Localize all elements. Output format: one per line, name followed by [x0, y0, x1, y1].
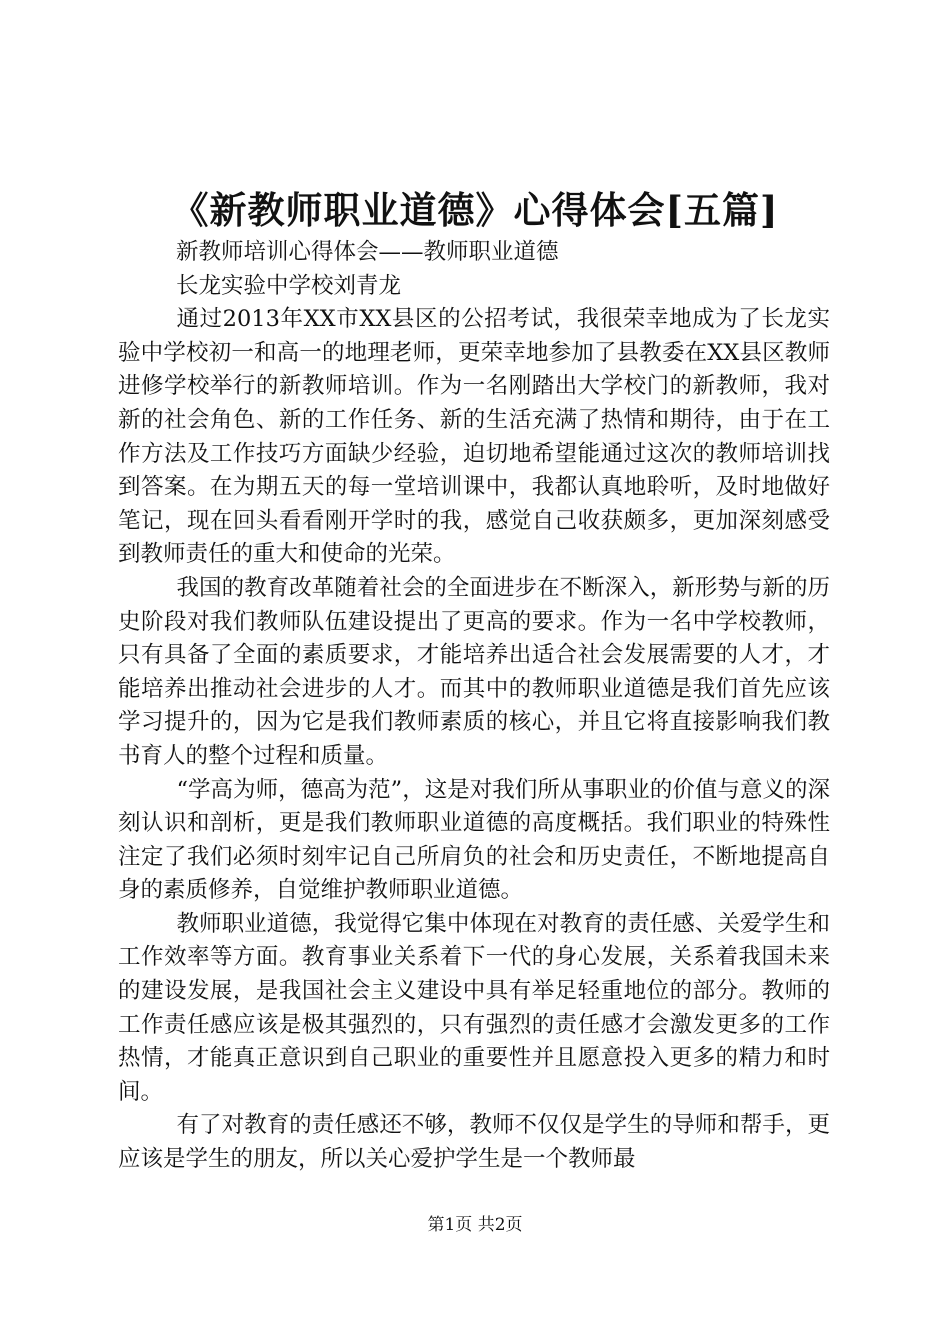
page-number-footer: 第1页 共2页: [427, 1215, 523, 1235]
paragraph: “学高为师，德高为范”，这是对我们所从事职业的价值与意义的深刻认识和剖析，更是我们教师职业道德的高度概括。我们职业的特殊性注定了我们必须时刻牢记自己所肩负的社会和历史责任，不断地提高自身的素质修养，自觉维护教师职业道德。: [118, 776, 830, 904]
paragraph: 我国的教育改革随着社会的全面进步在不断深入，新形势与新的历史阶段对我们教师队伍建设提出了更高的要求。作为一名中学校教师，只有具备了全面的素质要求，才能培养出适合社会发展需要的人才，才能培养出推动社会进步的人才。而其中的教师职业道德是我们首先应该学习提升的，因为它是我们教师素质的核心，并且它将直接影响我们教书育人的整个过程和质量。: [118, 574, 830, 769]
document-body: [118, 236, 830, 1177]
document-subtitle: 新教师培训心得体会——教师职业道德: [176, 239, 559, 265]
author-line: 长龙实验中学校刘青龙: [176, 272, 402, 299]
paragraph: 通过2013年XX市XX县区的公招考试，我很荣幸地成为了长龙实验中学校初一和高一的地理老师，更荣幸地参加了县教委在XX县区教师进修学校举行的新教师培训。作为一名刚踏出大学校门的新教师，我对新的社会角色、新的工作任务、新的生活充满了热情和期待，由于在工作方法及工作技巧方面缺少经验，迫切地希望能通过这次的教师培训找到答案。在为期五天的每一堂培训课中，我都认真地聆听，及时地做好笔记，现在回头看看刚开学时的我，感觉自己收获颇多，更加深刻感受到教师责任的重大和使命的光荣。: [118, 306, 830, 568]
document-title: 《新教师职业道德》心得体会[五篇]: [171, 188, 779, 232]
paragraph: 有了对教育的责任感还不够，教师不仅仅是学生的导师和帮手，更应该是学生的朋友，所以关心爱护学生是一个教师最: [118, 1112, 830, 1173]
paragraph: 教师职业道德，我觉得它集中体现在对教育的责任感、关爱学生和工作效率等方面。教育事业关系着下一代的身心发展，关系着我国未来的建设发展，是我国社会主义建设中具有举足轻重地位的部分。教师的工作责任感应该是极其强烈的，只有强烈的责任感才会激发更多的工作热情，才能真正意识到自己职业的重要性并且愿意投入更多的精力和时间。: [118, 910, 830, 1105]
